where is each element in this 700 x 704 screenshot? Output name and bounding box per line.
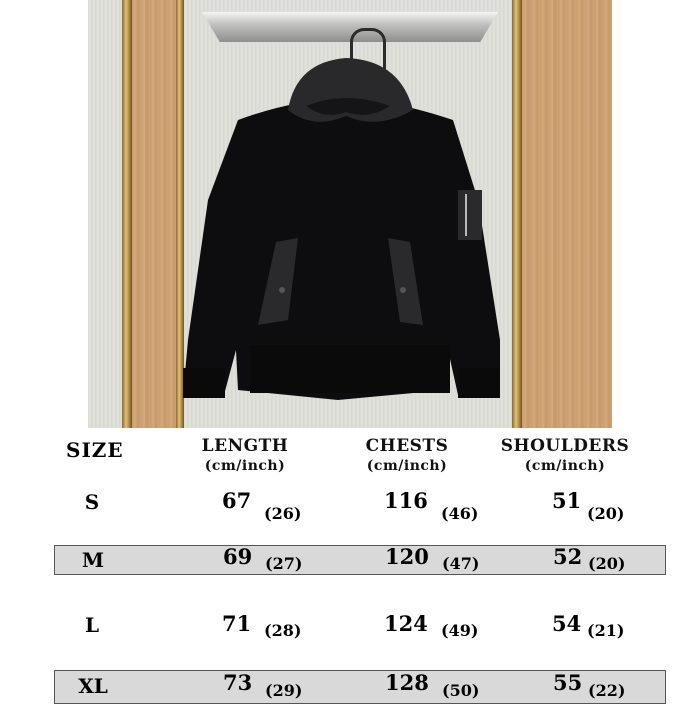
- gold-trim-left: [122, 0, 132, 428]
- shoulder-inch: (20): [587, 504, 625, 523]
- chest-cm: 120: [385, 544, 429, 569]
- shoulder-cm: 51: [552, 488, 582, 513]
- chest-cm: 124: [384, 611, 428, 636]
- shoulders-header-label: SHOULDERS: [500, 436, 630, 456]
- wall-panel-left: [88, 0, 126, 428]
- size-column-header: SIZE: [66, 438, 124, 462]
- chest-cm: 116: [384, 488, 428, 513]
- table-row-s: [0, 488, 700, 523]
- shoulder-cm: 55: [553, 670, 583, 695]
- length-column-header: [190, 436, 300, 474]
- wood-panel-right: [522, 0, 612, 428]
- hoodie-image: [178, 50, 508, 428]
- length-inch: (29): [265, 681, 303, 700]
- table-row-l: [0, 611, 700, 641]
- right-cuff: [458, 368, 500, 398]
- shoulder-cm: 54: [552, 611, 582, 636]
- chest-cm: 128: [385, 670, 429, 695]
- wood-panel-left: [132, 0, 178, 428]
- hoodie-hem: [250, 345, 450, 393]
- size-label: M: [81, 548, 105, 572]
- length-inch: (27): [265, 554, 303, 573]
- length-cm: 67: [222, 488, 252, 513]
- length-cm: 69: [223, 544, 253, 569]
- shoulder-inch: (21): [587, 621, 625, 640]
- chests-header-unit: (cm/inch): [366, 458, 448, 474]
- size-label: S: [84, 490, 100, 514]
- length-inch: (28): [264, 621, 302, 640]
- length-inch: (26): [264, 504, 302, 523]
- left-cuff: [183, 368, 225, 398]
- chests-header-label: CHESTS: [365, 436, 449, 456]
- sleeve-zip-pocket: [458, 190, 482, 240]
- length-header-unit: (cm/inch): [204, 458, 286, 474]
- size-chart: [0, 428, 700, 700]
- chests-column-header: [352, 436, 462, 474]
- chest-inch: (49): [441, 621, 479, 640]
- product-photo: [88, 0, 612, 428]
- shoulder-inch: (20): [588, 554, 626, 573]
- length-cm: 73: [223, 670, 253, 695]
- shoulder-inch: (22): [588, 681, 626, 700]
- shoulders-column-header: [500, 436, 630, 474]
- size-label: XL: [78, 674, 108, 698]
- table-row-xl: [54, 670, 666, 704]
- length-header-label: LENGTH: [201, 436, 289, 456]
- gold-trim-right: [512, 0, 522, 428]
- shoulders-header-unit: (cm/inch): [524, 458, 606, 474]
- length-cm: 71: [222, 611, 252, 636]
- chest-inch: (47): [442, 554, 480, 573]
- table-row-m: [54, 545, 666, 575]
- size-label: L: [84, 613, 100, 637]
- shoulder-cm: 52: [553, 544, 583, 569]
- chest-inch: (46): [441, 504, 479, 523]
- chest-inch: (50): [442, 681, 480, 700]
